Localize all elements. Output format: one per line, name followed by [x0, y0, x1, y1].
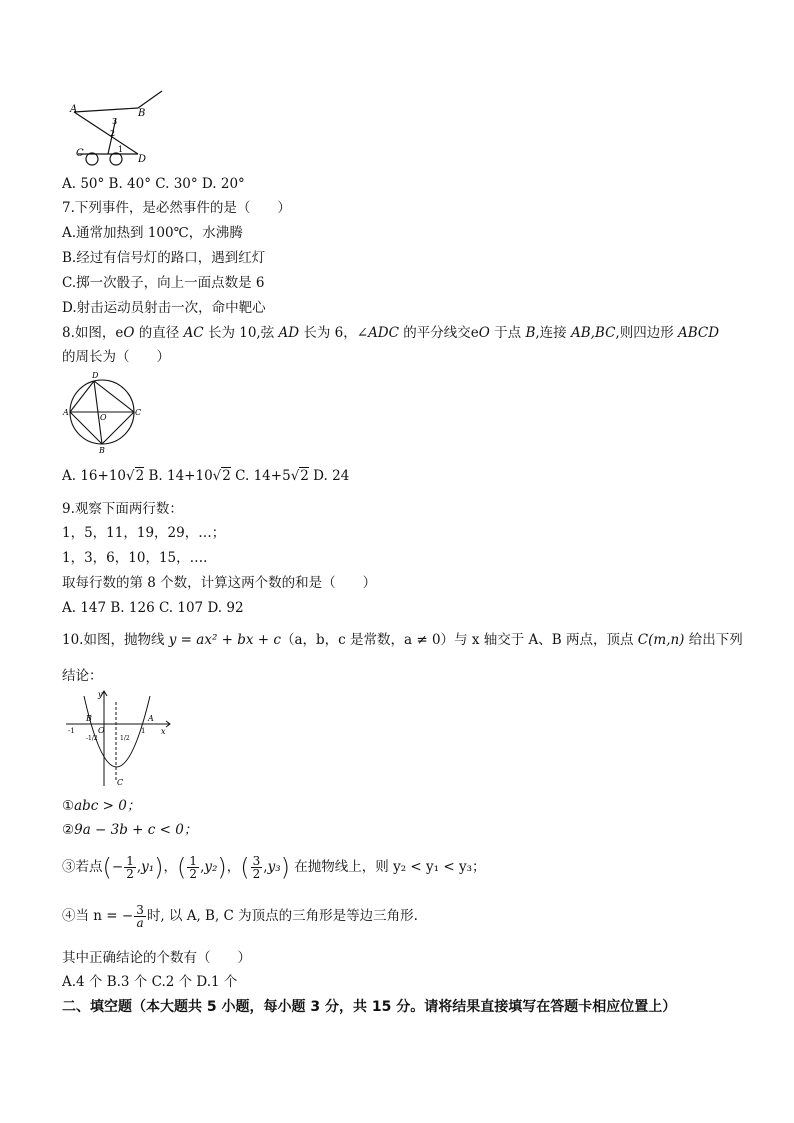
q8-stem: 8.如图，eO 的直径 AC 长为 10,弦 AD 长为 6，∠ADC 的平分线交eO 于点 B,连接 AB,BC,则四边形 ABCD	[62, 325, 720, 341]
q10-stem: 10.如图，抛物线 y = ax² + bx + c（a，b，c 是常数，a ≠ 0）与 x 轴交于 A、B 两点，顶点 C(m,n) 给出下列	[62, 632, 743, 648]
q10-conclusion-2: ②9a − 3b + c < 0；	[62, 822, 198, 838]
q9-row2: 1，3，6，10，15，….	[62, 550, 208, 566]
q7-option-d: D.射击运动员射击一次，命中靶心	[62, 300, 266, 316]
q10-tick-1: 1	[141, 727, 146, 735]
q7-option-c: C.掷一次骰子，向上一面点数是 6	[62, 275, 265, 291]
q6-label-c: C	[76, 148, 84, 159]
q9-options: A. 147 B. 126 C. 107 D. 92	[62, 600, 244, 616]
q8-label-o: O	[100, 413, 107, 422]
section-2-heading: 二、填空题（本大题共 5 小题，每小题 3 分，共 15 分。请将结果直接填写在答题卡相应位置上）	[62, 999, 677, 1015]
q8-figure	[62, 370, 144, 454]
q6-figure	[66, 88, 166, 170]
q10-options: A.4 个 B.3 个 C.2 个 D.1 个	[62, 974, 238, 990]
q10-tick-half: 1/2	[120, 735, 130, 742]
q10-label-b: B	[86, 714, 92, 723]
q10-conclusion-1: ①abc > 0；	[62, 798, 141, 814]
q9-question: 取每行数的第 8 个数，计算这两个数的和是（ ）	[62, 575, 377, 591]
q10-tick-neg1: -1	[68, 727, 75, 735]
q10-conclusion-4: ④当 n = − $\frac{3}{a}$ 时, 以 A, B, C 为顶点的三角形是等边三角形.	[62, 903, 418, 930]
q8-label-b: B	[99, 446, 105, 454]
q9-row1: 1，5，11，19，29，…；	[62, 525, 226, 541]
q10-conclusion-3: ③若点(− $\frac{1}{2}$ ,y₁)，( $\frac{1}{2}$ ,y₂)，( $\frac{3}{2}$ ,y₃) 在抛物线上，则 y₂ < y₁ < y₃；	[62, 853, 486, 882]
q10-stem-line2: 结论：	[62, 668, 103, 684]
q8-label-a: A	[63, 408, 69, 417]
q10-label-c: C	[117, 778, 124, 787]
q6-label-2: 2	[110, 129, 116, 138]
q7-option-b: B.经过有信号灯的路口，遇到红灯	[62, 250, 266, 266]
q10-figure	[64, 688, 176, 790]
q8-label-d: D	[92, 371, 99, 380]
q8-label-c: C	[135, 408, 142, 417]
q7-stem: 7.下列事件，是必然事件的是（ ）	[62, 200, 291, 216]
q6-options: A. 50° B. 40° C. 30° D. 20°	[62, 176, 245, 192]
q6-label-b: B	[138, 108, 146, 119]
q6-label-d: D	[138, 154, 147, 165]
q6-label-1: 1	[118, 145, 124, 154]
q10-label-o: O	[98, 726, 105, 735]
q10-question: 其中正确结论的个数有（ ）	[62, 950, 251, 966]
q6-label-a: A	[70, 104, 78, 115]
q8-stem-line2: 的周长为（ ）	[62, 349, 170, 365]
q10-label-y: y	[98, 690, 103, 699]
q6-label-3: 3	[112, 117, 118, 126]
q10-tick-neg-half: -1/2	[86, 735, 98, 742]
q10-label-a: A	[148, 714, 154, 723]
q8-options: A. 16+10√2 B. 14+10√2 C. 14+5√2 D. 24	[62, 468, 350, 484]
q10-label-x: x	[161, 727, 166, 736]
q9-stem: 9.观察下面两行数：	[62, 501, 183, 517]
q7-option-a: A.通常加热到 100℃，水沸腾	[62, 225, 243, 241]
